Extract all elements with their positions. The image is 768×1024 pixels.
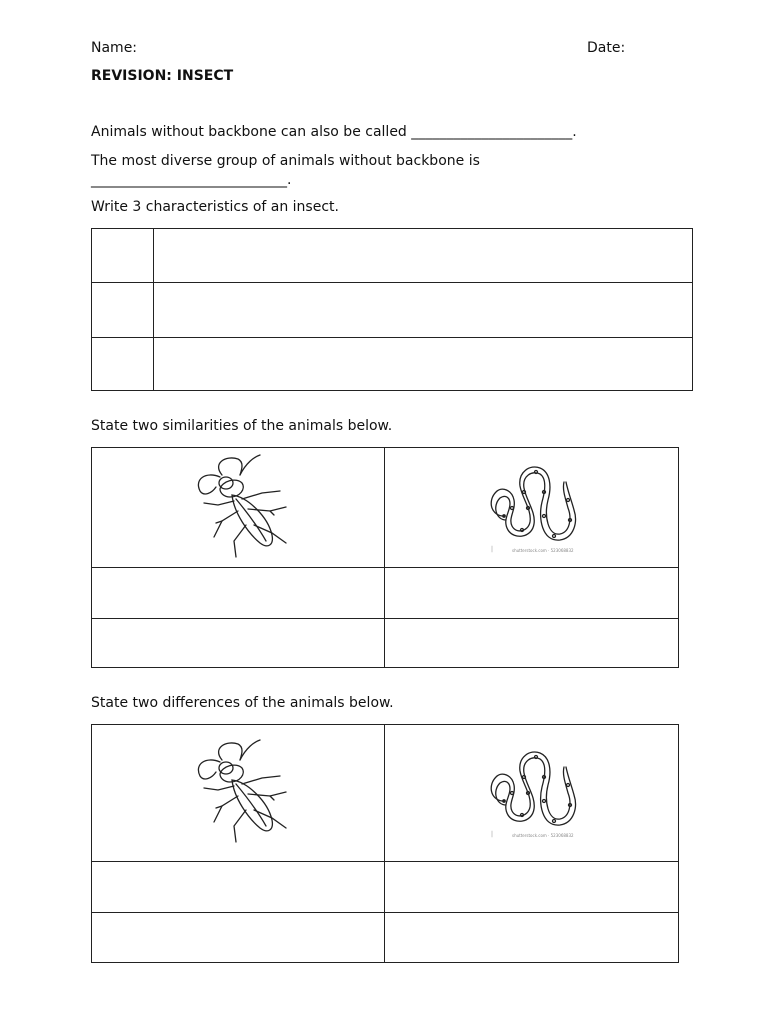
question-2-line-1: The most diverse group of animals without backbone is: [91, 153, 480, 169]
answer-cell[interactable]: [154, 338, 693, 391]
watermark-text: shutterstock.com · 523068832: [511, 547, 574, 553]
snake-icon: [482, 741, 582, 841]
cockroach-image-cell: [92, 725, 385, 862]
number-cell[interactable]: [92, 338, 154, 391]
answer-cell[interactable]: [385, 619, 679, 668]
page-title: REVISION: INSECT: [91, 68, 234, 84]
similarities-table: [91, 447, 679, 668]
snake-icon: [482, 456, 582, 556]
table-row: [92, 862, 679, 913]
cockroach-icon: [182, 738, 294, 844]
table-row: [92, 338, 693, 391]
table-row: [92, 568, 679, 619]
name-label: Name:: [91, 40, 138, 56]
date-label: Date:: [587, 40, 626, 56]
table-row: [92, 229, 693, 283]
characteristics-table: [91, 228, 693, 391]
cockroach-icon: [182, 453, 294, 559]
table-row: [92, 619, 679, 668]
answer-cell[interactable]: [154, 229, 693, 283]
similarities-heading: State two similarities of the animals below.: [91, 418, 393, 434]
question-1: Animals without backbone can also be called _______________________.: [91, 124, 577, 140]
number-cell[interactable]: [92, 229, 154, 283]
answer-cell[interactable]: [92, 568, 385, 619]
answer-cell[interactable]: [92, 862, 385, 913]
image-row: [92, 725, 679, 862]
answer-cell[interactable]: [385, 568, 679, 619]
answer-cell[interactable]: [92, 913, 385, 963]
answer-cell[interactable]: [92, 619, 385, 668]
image-row: [92, 448, 679, 568]
answer-cell[interactable]: [385, 862, 679, 913]
differences-table: [91, 724, 679, 963]
table-row: [92, 913, 679, 963]
question-3: Write 3 characteristics of an insect.: [91, 199, 339, 215]
snake-image-cell: [385, 725, 679, 862]
answer-cell[interactable]: [154, 283, 693, 338]
answer-cell[interactable]: [385, 913, 679, 963]
cockroach-image-cell: [92, 448, 385, 568]
table-row: [92, 283, 693, 338]
number-cell[interactable]: [92, 283, 154, 338]
snake-image-cell: [385, 448, 679, 568]
differences-heading: State two differences of the animals below.: [91, 695, 394, 711]
question-2-line-2: ____________________________.: [91, 172, 292, 188]
watermark-text: shutterstock.com · 523068832: [511, 833, 574, 838]
